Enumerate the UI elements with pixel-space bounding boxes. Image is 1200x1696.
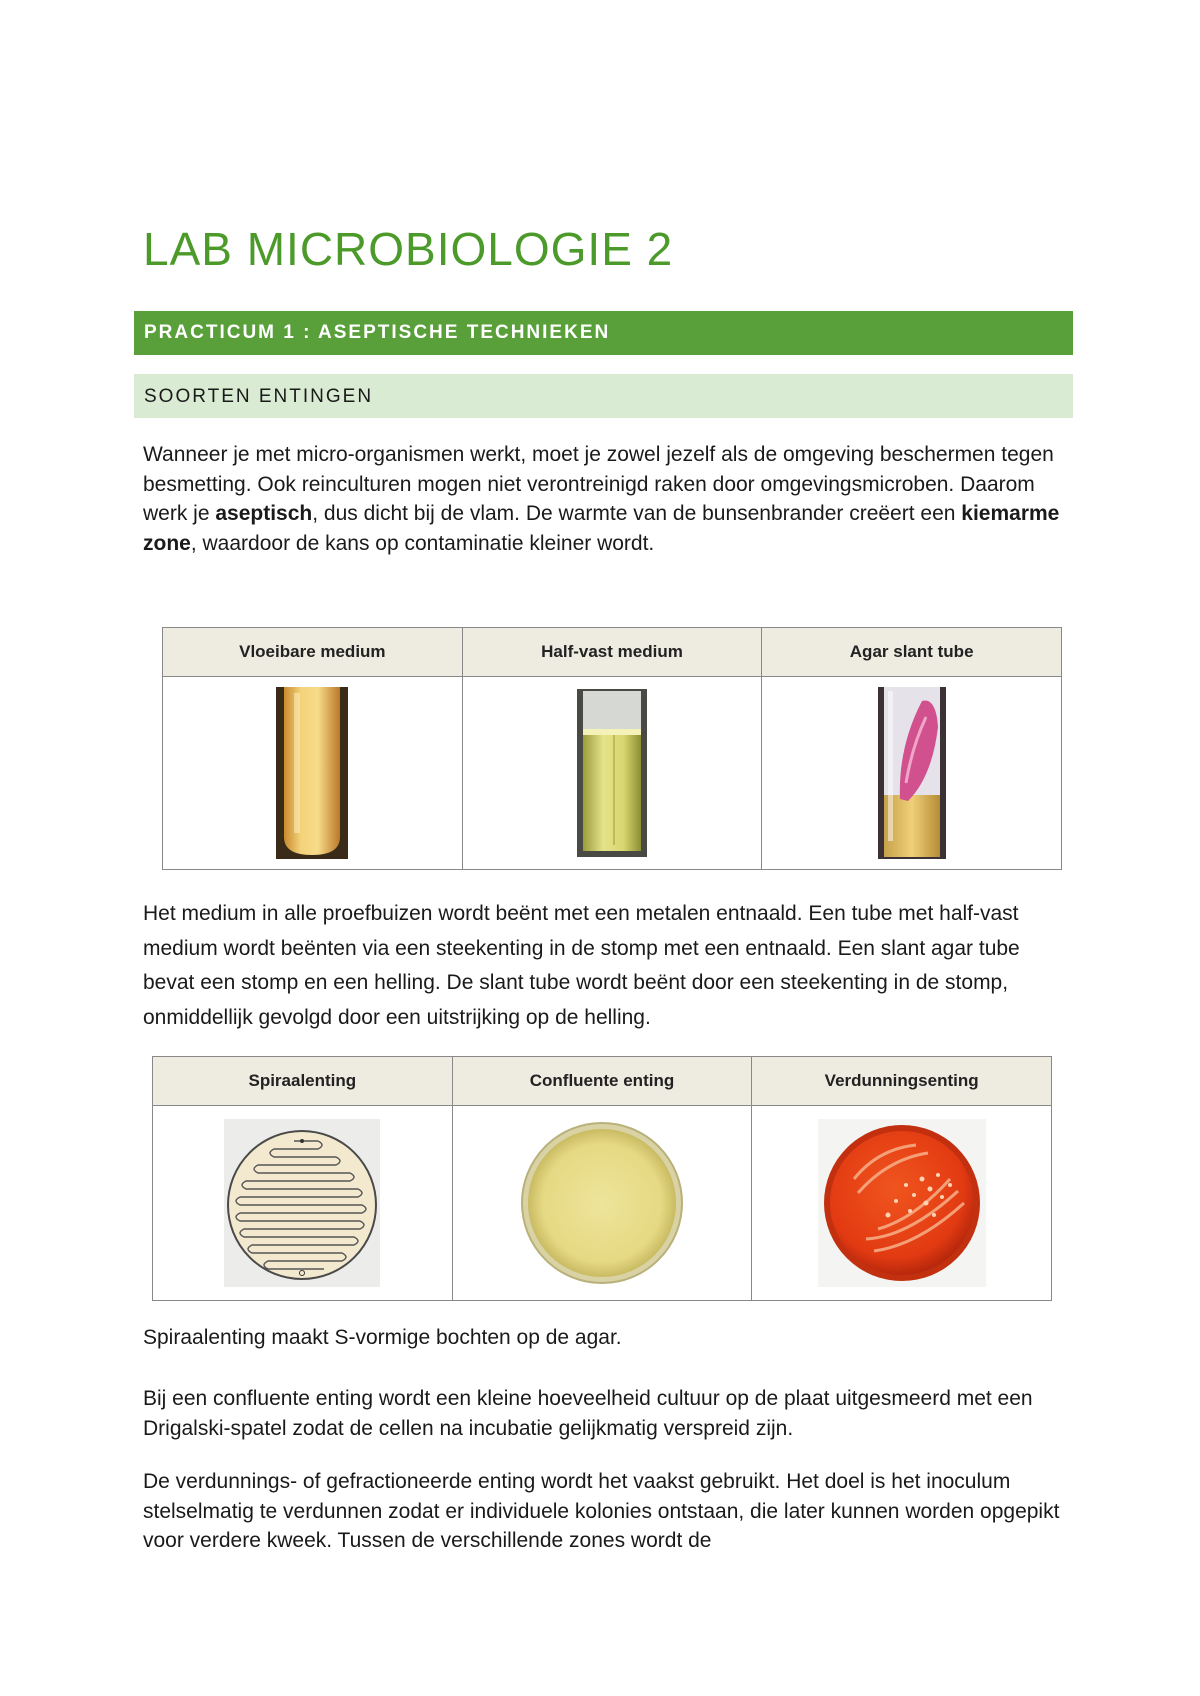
confluent-paragraph: Bij een confluente enting wordt een kleine hoeveelheid cultuur op de plaat uitgesmeerd met een Drigalski-spatel zodat de cellen na incubatie gelijkmatig verspreid zijn. — [143, 1387, 1033, 1440]
plate-cell-confluent — [452, 1106, 752, 1301]
plating-methods-table — [152, 1056, 1052, 1301]
table-header-verdunning: Verdunningsenting — [752, 1057, 1052, 1106]
table-header-half-vast: Half-vast medium — [462, 628, 762, 677]
section-heading-text: PRACTICUM 1 : ASEPTISCHE TECHNIEKEN — [144, 322, 611, 343]
tube-cell-vloeibare — [163, 677, 463, 870]
intro-paragraph — [143, 440, 1073, 558]
agar-slant-tube-image — [878, 687, 946, 859]
subsection-heading — [134, 374, 1073, 418]
table-header-confluente: Confluente enting — [452, 1057, 752, 1106]
document-title: LAB MICROBIOLOGIE 2 — [143, 223, 674, 275]
table-header-spiraalenting: Spiraalenting — [153, 1057, 453, 1106]
tube-cell-half-vast — [462, 677, 762, 870]
table-header-vloeibare: Vloeibare medium — [163, 628, 463, 677]
media-tubes-table — [162, 627, 1062, 870]
table-header-agar-slant: Agar slant tube — [762, 628, 1062, 677]
semi-solid-medium-tube-image — [577, 689, 647, 857]
confluent-plate-image — [514, 1119, 690, 1287]
intro-text-3: , waardoor de kans op contaminatie kleiner wordt. — [190, 531, 655, 555]
spiral-streak-diagram — [224, 1119, 380, 1287]
dilution-streak-plate-image — [818, 1119, 986, 1287]
dilution-paragraph: De verdunnings- of gefractioneerde enting wordt het vaakst gebruikt. Het doel is het inoculum stelselmatig te verdunnen zodat er individuele kolonies ontstaan, die later kunnen worden opgepikt voor verdere kweek. Tussen de verschillende zones wordt de — [143, 1470, 1060, 1552]
section-heading — [134, 311, 1073, 355]
intro-bold-kiemarme-zone: kiemarme zone — [143, 502, 1060, 555]
intro-text-2: , dus dicht bij de vlam. De warmte van de bunsenbrander creëert een — [312, 502, 962, 525]
tube-cell-agar-slant — [762, 677, 1062, 870]
subsection-heading-text: SOORTEN ENTINGEN — [144, 386, 374, 407]
plate-cell-spiraal — [153, 1106, 453, 1301]
intro-text-1: Wanneer je met micro-organismen werkt, moet je zowel jezelf als de omgeving beschermen tegen besmetting. Ook reinculturen mogen niet verontreinigd raken door omgevingsmicroben. Daarom werk je — [143, 443, 1054, 525]
intro-bold-aseptisch: aseptisch — [215, 502, 313, 525]
spiral-paragraph: Spiraalenting maakt S-vormige bochten op de agar. — [143, 1326, 622, 1349]
plate-cell-verdunning — [752, 1106, 1052, 1301]
liquid-medium-tube-image — [276, 687, 348, 859]
tubes-paragraph: Het medium in alle proefbuizen wordt beënt met een metalen entnaald. Een tube met half-vast medium wordt beënten via een steekenting in de stomp met een entnaald. Een slant agar tube bevat een stomp en een helling. De slant tube wordt beënt door een steekenting in de stomp, onmiddellijk gevolgd door een uitstrijking op de helling. — [143, 902, 1020, 1029]
